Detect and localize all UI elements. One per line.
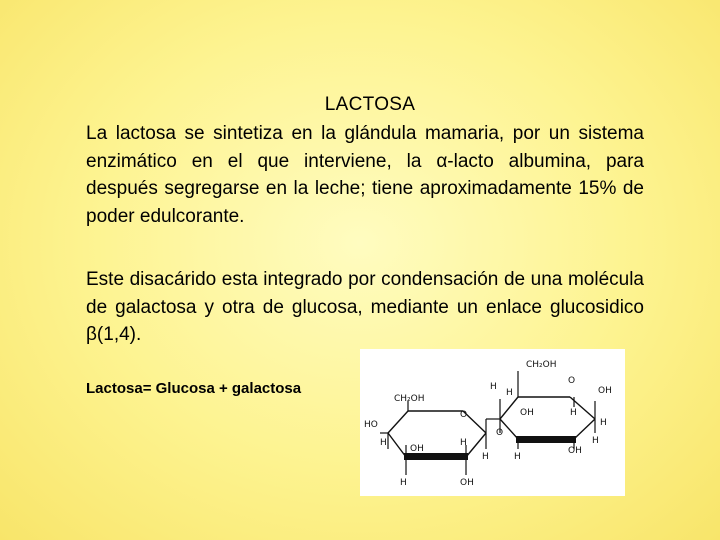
paragraph-composition: Este disacárido esta integrado por condensación de una molécula de galactosa y otra de glucosa, mediante un enlace glucosidico β(1,4). [86,269,644,345]
ch2oh-label-right: CH₂OH [526,360,557,370]
h-label-3: H [460,438,467,448]
slide-title: LACTOSA [324,94,416,115]
h-label-5: H [490,382,497,392]
paragraph-synthesis: La lactosa se sintetiza en la glándula mamaria, por un sistema enzimático en el que interviene, la α-lacto albumina, para después segregarse en la leche; tiene aproximadamente 15% de poder edulcorante. [86,123,644,227]
glucose-ring [500,397,595,443]
h-label-7: H [514,452,521,462]
oh-label-c3: OH [460,478,474,488]
oh-label-glc-c3: OH [520,408,534,418]
h-label-10: H [592,436,599,446]
oh-label-glc-c1: OH [598,386,612,396]
lactose-structure-diagram [360,349,625,496]
h-label-4: H [482,452,489,462]
h-label-8: H [570,408,577,418]
galactose-ring [388,411,486,460]
ch2oh-label-left: CH₂OH [394,394,425,404]
lactose-formula: Lactosa= Glucosa + galactosa [86,380,302,397]
ho-label: HO [364,420,378,430]
ring-oxygen-left: O [460,410,468,420]
bridge-oxygen: O [496,428,504,438]
h-label-1: H [380,438,387,448]
h-label-2: H [400,478,407,488]
oh-label-glc-c2: OH [568,446,582,456]
oh-label-c2: OH [410,444,424,454]
lactose-haworth-svg [360,349,625,496]
h-label-6: H [506,388,513,398]
h-label-9: H [600,418,607,428]
ring-oxygen-right: O [568,376,576,386]
